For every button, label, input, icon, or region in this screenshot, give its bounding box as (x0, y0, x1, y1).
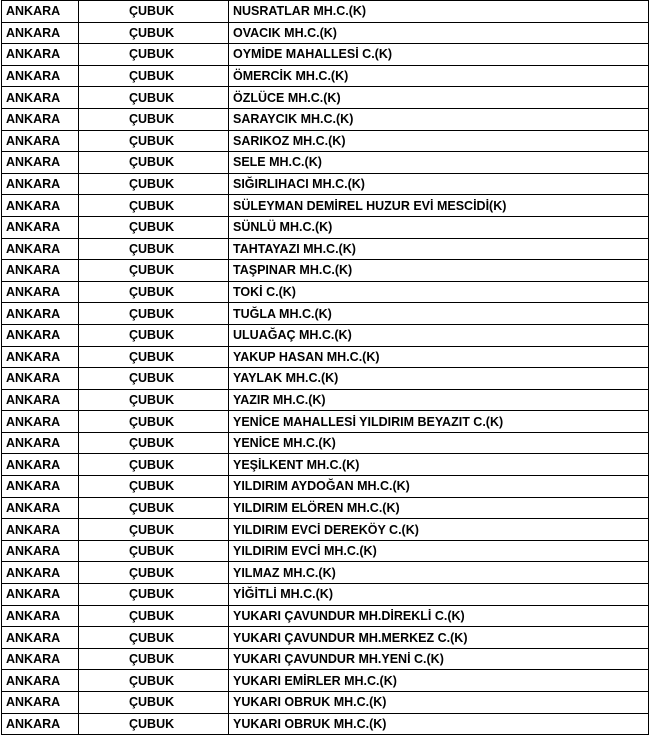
province-cell: ANKARA (2, 692, 79, 714)
table-row (2, 648, 649, 670)
table-row (2, 713, 649, 735)
province-cell: ANKARA (2, 605, 79, 627)
district-cell: ÇUBUK (79, 540, 229, 562)
province-cell: ANKARA (2, 324, 79, 346)
mosque-name-cell: ÖMERCİK MH.C.(K) (229, 65, 649, 87)
mosque-name-cell: YILDIRIM EVCİ DEREKÖY C.(K) (229, 519, 649, 541)
table-row (2, 692, 649, 714)
mosque-name-cell: OYMİDE MAHALLESİ C.(K) (229, 44, 649, 66)
province-cell: ANKARA (2, 216, 79, 238)
district-cell: ÇUBUK (79, 108, 229, 130)
mosque-name-cell: YUKARI ÇAVUNDUR MH.DİREKLİ C.(K) (229, 605, 649, 627)
province-cell: ANKARA (2, 432, 79, 454)
province-cell: ANKARA (2, 368, 79, 390)
mosque-name-cell: YILMAZ MH.C.(K) (229, 562, 649, 584)
province-cell: ANKARA (2, 562, 79, 584)
mosque-name-cell: SIĞIRLIHACI MH.C.(K) (229, 173, 649, 195)
table-row (2, 87, 649, 109)
district-cell: ÇUBUK (79, 713, 229, 735)
table-row (2, 432, 649, 454)
table-row (2, 130, 649, 152)
table-body (2, 1, 649, 735)
mosque-name-cell: YILDIRIM EVCİ MH.C.(K) (229, 540, 649, 562)
district-cell: ÇUBUK (79, 195, 229, 217)
mosque-name-cell: SARIKOZ MH.C.(K) (229, 130, 649, 152)
table-row (2, 497, 649, 519)
district-cell: ÇUBUK (79, 476, 229, 498)
mosque-name-cell: YEŞİLKENT MH.C.(K) (229, 454, 649, 476)
province-cell: ANKARA (2, 22, 79, 44)
mosque-name-cell: TOKİ C.(K) (229, 281, 649, 303)
province-cell: ANKARA (2, 65, 79, 87)
mosque-name-cell: YILDIRIM AYDOĞAN MH.C.(K) (229, 476, 649, 498)
province-cell: ANKARA (2, 627, 79, 649)
mosque-name-cell: SARAYCIK MH.C.(K) (229, 108, 649, 130)
table-row (2, 411, 649, 433)
table-row (2, 1, 649, 23)
table-row (2, 389, 649, 411)
district-cell: ÇUBUK (79, 454, 229, 476)
province-cell: ANKARA (2, 152, 79, 174)
district-cell: ÇUBUK (79, 44, 229, 66)
province-cell: ANKARA (2, 713, 79, 735)
district-cell: ÇUBUK (79, 411, 229, 433)
mosque-name-cell: YUKARI ÇAVUNDUR MH.YENİ C.(K) (229, 648, 649, 670)
district-cell: ÇUBUK (79, 648, 229, 670)
district-cell: ÇUBUK (79, 324, 229, 346)
mosque-name-cell: YAKUP HASAN MH.C.(K) (229, 346, 649, 368)
mosque-list-table (1, 0, 649, 735)
district-cell: ÇUBUK (79, 1, 229, 23)
mosque-name-cell: ULUAĞAÇ MH.C.(K) (229, 324, 649, 346)
mosque-name-cell: YUKARI EMİRLER MH.C.(K) (229, 670, 649, 692)
district-cell: ÇUBUK (79, 260, 229, 282)
district-cell: ÇUBUK (79, 670, 229, 692)
district-cell: ÇUBUK (79, 65, 229, 87)
province-cell: ANKARA (2, 173, 79, 195)
district-cell: ÇUBUK (79, 22, 229, 44)
table-row (2, 152, 649, 174)
mosque-name-cell: TAŞPINAR MH.C.(K) (229, 260, 649, 282)
province-cell: ANKARA (2, 584, 79, 606)
district-cell: ÇUBUK (79, 605, 229, 627)
table-row (2, 346, 649, 368)
mosque-name-cell: YİĞİTLİ MH.C.(K) (229, 584, 649, 606)
table-row (2, 195, 649, 217)
district-cell: ÇUBUK (79, 152, 229, 174)
district-cell: ÇUBUK (79, 584, 229, 606)
mosque-name-cell: YENİCE MAHALLESİ YILDIRIM BEYAZIT C.(K) (229, 411, 649, 433)
table-row (2, 108, 649, 130)
province-cell: ANKARA (2, 519, 79, 541)
province-cell: ANKARA (2, 670, 79, 692)
mosque-name-cell: YUKARI OBRUK MH.C.(K) (229, 692, 649, 714)
province-cell: ANKARA (2, 195, 79, 217)
province-cell: ANKARA (2, 411, 79, 433)
district-cell: ÇUBUK (79, 432, 229, 454)
district-cell: ÇUBUK (79, 303, 229, 325)
table-row (2, 627, 649, 649)
mosque-name-cell: TUĞLA MH.C.(K) (229, 303, 649, 325)
district-cell: ÇUBUK (79, 497, 229, 519)
mosque-name-cell: SELE MH.C.(K) (229, 152, 649, 174)
district-cell: ÇUBUK (79, 238, 229, 260)
district-cell: ÇUBUK (79, 130, 229, 152)
district-cell: ÇUBUK (79, 216, 229, 238)
mosque-name-cell: YAYLAK MH.C.(K) (229, 368, 649, 390)
table-row (2, 281, 649, 303)
province-cell: ANKARA (2, 454, 79, 476)
province-cell: ANKARA (2, 648, 79, 670)
province-cell: ANKARA (2, 540, 79, 562)
table-row (2, 238, 649, 260)
district-cell: ÇUBUK (79, 562, 229, 584)
province-cell: ANKARA (2, 87, 79, 109)
mosque-name-cell: YUKARI ÇAVUNDUR MH.MERKEZ C.(K) (229, 627, 649, 649)
table-row (2, 368, 649, 390)
table-row (2, 670, 649, 692)
table-row (2, 540, 649, 562)
table-row (2, 260, 649, 282)
table-row (2, 324, 649, 346)
province-cell: ANKARA (2, 1, 79, 23)
province-cell: ANKARA (2, 303, 79, 325)
table-row (2, 476, 649, 498)
province-cell: ANKARA (2, 108, 79, 130)
table-row (2, 216, 649, 238)
district-cell: ÇUBUK (79, 281, 229, 303)
district-cell: ÇUBUK (79, 173, 229, 195)
district-cell: ÇUBUK (79, 389, 229, 411)
province-cell: ANKARA (2, 476, 79, 498)
province-cell: ANKARA (2, 44, 79, 66)
province-cell: ANKARA (2, 497, 79, 519)
province-cell: ANKARA (2, 389, 79, 411)
table-row (2, 65, 649, 87)
province-cell: ANKARA (2, 130, 79, 152)
mosque-name-cell: SÜNLÜ MH.C.(K) (229, 216, 649, 238)
district-cell: ÇUBUK (79, 692, 229, 714)
province-cell: ANKARA (2, 346, 79, 368)
province-cell: ANKARA (2, 281, 79, 303)
table-row (2, 44, 649, 66)
mosque-name-cell: YUKARI OBRUK MH.C.(K) (229, 713, 649, 735)
mosque-name-cell: YILDIRIM ELÖREN MH.C.(K) (229, 497, 649, 519)
district-cell: ÇUBUK (79, 519, 229, 541)
mosque-name-cell: YAZIR MH.C.(K) (229, 389, 649, 411)
district-cell: ÇUBUK (79, 627, 229, 649)
table-row (2, 22, 649, 44)
table-row (2, 454, 649, 476)
table-row (2, 303, 649, 325)
table-row (2, 173, 649, 195)
table-row (2, 519, 649, 541)
mosque-name-cell: ÖZLÜCE MH.C.(K) (229, 87, 649, 109)
table-row (2, 605, 649, 627)
district-cell: ÇUBUK (79, 87, 229, 109)
mosque-name-cell: OVACIK MH.C.(K) (229, 22, 649, 44)
province-cell: ANKARA (2, 238, 79, 260)
district-cell: ÇUBUK (79, 368, 229, 390)
district-cell: ÇUBUK (79, 346, 229, 368)
mosque-name-cell: TAHTAYAZI MH.C.(K) (229, 238, 649, 260)
table-row (2, 562, 649, 584)
table-row (2, 584, 649, 606)
mosque-name-cell: SÜLEYMAN DEMİREL HUZUR EVİ MESCİDİ(K) (229, 195, 649, 217)
province-cell: ANKARA (2, 260, 79, 282)
mosque-name-cell: NUSRATLAR MH.C.(K) (229, 1, 649, 23)
mosque-name-cell: YENİCE MH.C.(K) (229, 432, 649, 454)
